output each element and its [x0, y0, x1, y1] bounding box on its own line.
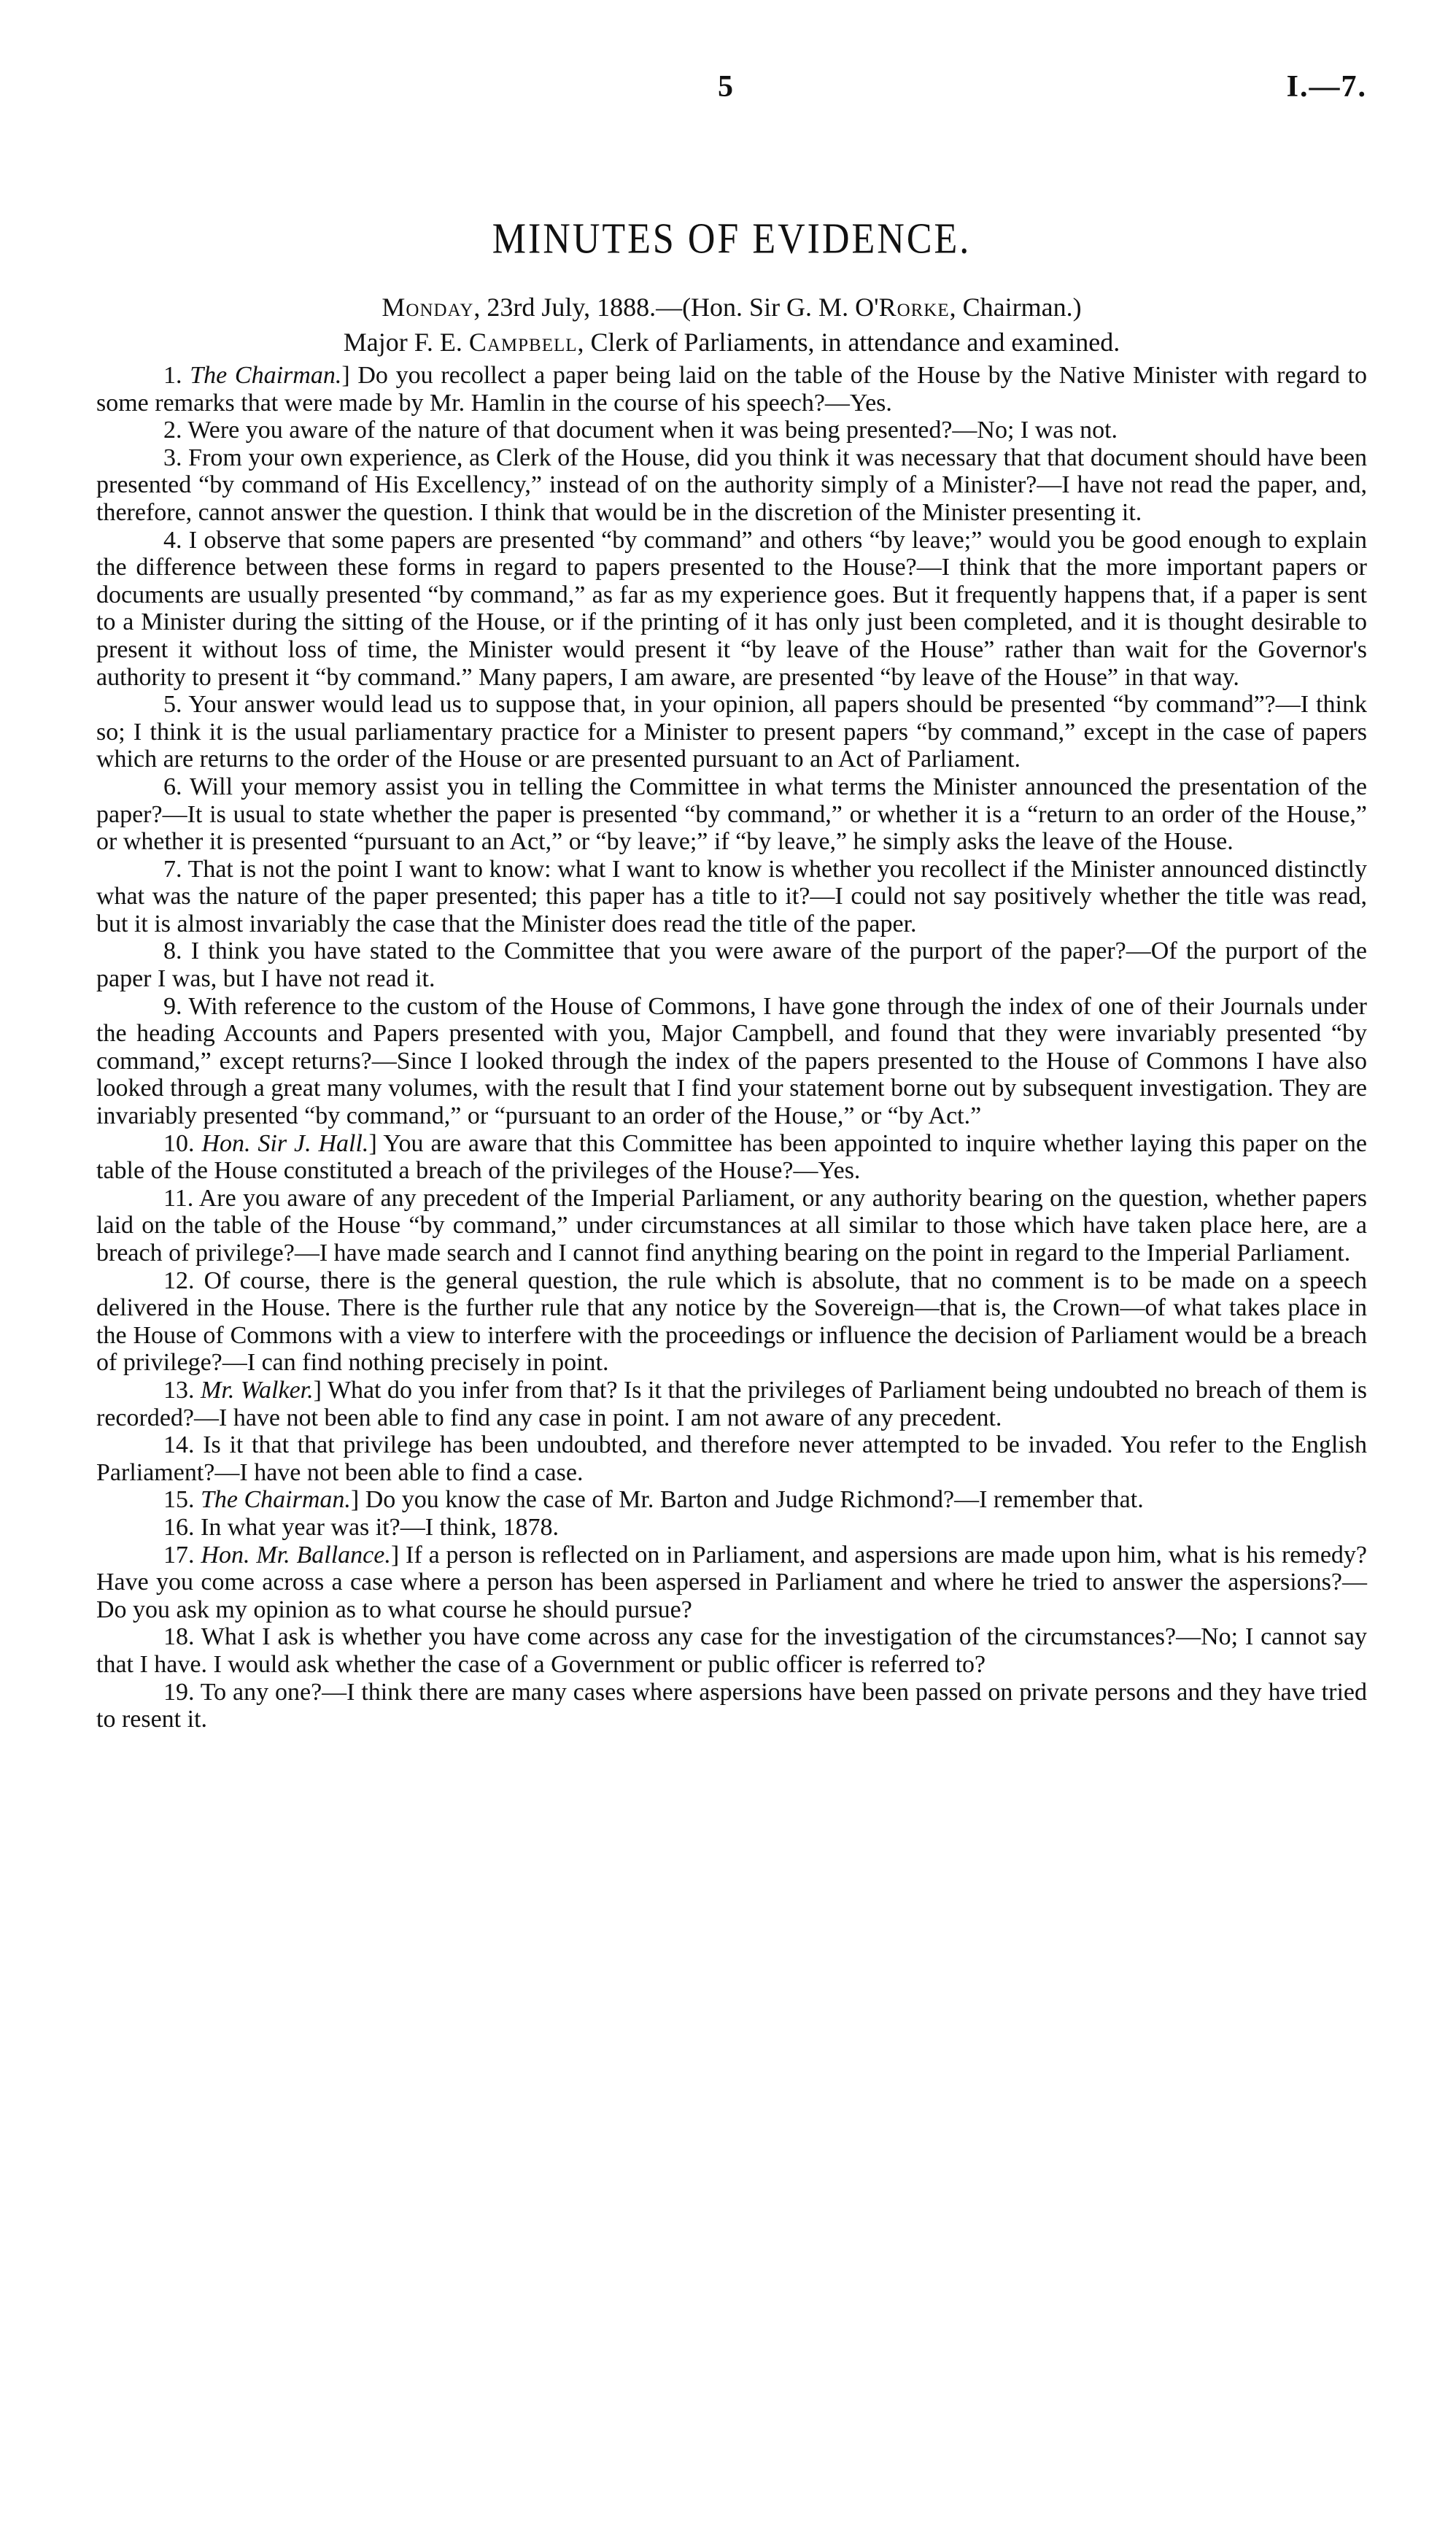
- question-text: ] What do you infer from that? Is it that the privileges of Parliament being undoubted no breach of them is recorded?—I have not been able to find any case in point. I am not aware of any precedent.: [96, 1376, 1368, 1431]
- question-text: Are you aware of any precedent of the Imperial Parliament, or any authority bearing on the question, whether papers laid on the table of the House “by command,” under circumstances at all similar to those which have taken place here, are a breach of privilege?—I have made search and I cannot find anything bearing on the point in regard to the Imperial Parliament.: [96, 1184, 1367, 1267]
- question-paragraph: [96, 1623, 1367, 1678]
- question-paragraph: [96, 1514, 1367, 1542]
- witness-prefix: Major F. E.: [343, 328, 469, 357]
- question-number: 17.: [163, 1541, 195, 1569]
- question-text: ] Do you know the case of Mr. Barton and Judge Richmond?—I remember that.: [350, 1486, 1144, 1514]
- question-number: 16.: [163, 1513, 195, 1541]
- question-number: 6.: [163, 773, 182, 800]
- question-text: That is not the point I want to know: what I want to know is whether you recollect if the Minister announced distinctly what was the nature of the paper presented; this paper has a title to it?—I could not say positively whether the title was read, but it is almost invariably the case that the Minister does read the title of the paper.: [96, 855, 1367, 937]
- evidence-questions: [96, 362, 1367, 1733]
- question-number: 15.: [163, 1486, 195, 1514]
- question-speaker: The Chairman.: [190, 362, 342, 389]
- question-number: 9.: [163, 992, 182, 1020]
- question-number: 7.: [163, 855, 182, 883]
- question-text: From your own experience, as Clerk of the House, did you think it was necessary that that document should have been presented “by command of His Excellency,” instead of on the authority simply of a Minister?—I have not read the paper, and, therefore, cannot answer the question. I think that would be in the discretion of the Minister presenting it.: [96, 444, 1367, 526]
- question-text: I think you have stated to the Committee that you were aware of the purport of the paper?—Of the purport of the paper I was, but I have not read it.: [96, 937, 1368, 993]
- question-paragraph: [96, 773, 1367, 856]
- question-text: Of course, there is the general question, the rule which is absolute, that no comment is to be made on a speech delivered in the House. There is the further rule that any notice by the Sovereign—that is, the Crown—of what takes place in the House of Commons with a view to interfere with the proceedings or influence the decision of Parliament would be a breach of privilege?—I can find nothing precisely in point.: [96, 1267, 1368, 1377]
- question-speaker: The Chairman.: [201, 1486, 351, 1514]
- sitting-day: Monday: [382, 293, 474, 322]
- chair-role: , Chairman.): [949, 293, 1082, 322]
- question-number: 19.: [163, 1678, 195, 1706]
- question-paragraph: [96, 1542, 1367, 1624]
- question-number: 4.: [163, 526, 182, 554]
- question-paragraph: [96, 1486, 1367, 1514]
- question-paragraph: [96, 1185, 1367, 1267]
- witness-name: Campbell: [468, 328, 578, 357]
- question-paragraph: [96, 1377, 1367, 1431]
- question-paragraph: [96, 1431, 1367, 1486]
- question-paragraph: [96, 527, 1367, 692]
- question-number: 13.: [163, 1376, 195, 1404]
- sitting-year: , 1888.—(Hon. Sir G. M. O': [584, 293, 879, 322]
- question-paragraph: [96, 937, 1367, 992]
- question-paragraph: [96, 691, 1367, 773]
- question-number: 11.: [163, 1184, 194, 1212]
- question-text: Will your memory assist you in telling the Committee in what terms the Minister announced the presentation of the paper?—It is usual to state whether the paper is presented “by command,” or whether it is a “return to an order of the House,” or whether it is presented “pursuant to an Act,” or “by leave;” if “by leave,” he simply asks the leave of the House.: [96, 773, 1368, 856]
- question-paragraph: [96, 1267, 1367, 1377]
- question-text: Your answer would lead us to suppose that, in your opinion, all papers should be presented “by command”?—I think so; I think it is the usual parliamentary practice for a Minister to present papers “by command,” except in the case of papers which are returns to the order of the House or are presented pursuant to an Act of Parliament.: [96, 691, 1367, 773]
- question-paragraph: [96, 993, 1367, 1130]
- question-text: I observe that some papers are presented “by command” and others “by leave;” would you be good enough to explain the difference between these forms in regard to papers presented to the House?—I think that the more important papers or documents are usually presented “by command,” as far as my experience goes. But it frequently happens that, if a paper is sent to a Minister during the sitting of the House, or if the printing of it has only just been completed, and it is thought desirable to present it without loss of time, the Minister would present it “by leave of the House” rather than wait for the Governor's authority to present it “by command.” Many papers, I am aware, are presented “by leave of the House” in that way.: [96, 526, 1368, 691]
- question-text: ] If a person is reflected on in Parliament, and aspersions are made upon him, what is his remedy? Have you come across a case where a person has been aspersed in Parliament and where he tried to answer the aspersions?—Do you ask my opinion as to what course he should pursue?: [96, 1541, 1368, 1623]
- witness-suffix: , Clerk of Parliaments, in attendance and examined.: [577, 328, 1120, 357]
- question-speaker: Hon. Sir J. Hall.: [201, 1129, 369, 1157]
- sitting-date: , 23rd July: [473, 293, 584, 322]
- question-text: ] Do you recollect a paper being laid on the table of the House by the Native Minister with regard to some remarks that were made by Mr. Hamlin in the course of his speech?—Yes.: [96, 362, 1367, 417]
- question-number: 12.: [163, 1267, 195, 1294]
- question-paragraph: [96, 1679, 1367, 1733]
- question-text: What I ask is whether you have come across any case for the investigation of the circumstances?—No; I cannot say that I have. I would ask whether the case of a Government or public officer is referred to?: [96, 1623, 1368, 1678]
- page-title: MINUTES OF EVIDENCE.: [492, 214, 972, 263]
- question-paragraph: [96, 1130, 1367, 1185]
- document-page: [96, 0, 1367, 2525]
- document-reference: I.—7.: [1286, 70, 1367, 104]
- question-paragraph: [96, 856, 1367, 938]
- question-text: In what year was it?—I think, 1878.: [201, 1513, 559, 1541]
- question-number: 5.: [163, 691, 182, 719]
- question-number: 3.: [163, 444, 182, 471]
- question-paragraph: [96, 444, 1367, 527]
- question-paragraph: [96, 417, 1367, 444]
- question-number: 14.: [163, 1431, 195, 1459]
- page-number: 5: [718, 70, 733, 104]
- question-text: Is it that that privilege has been undoubted, and therefore never attempted to be invaded. You refer to the English Parliament?—I have not been able to find a case.: [96, 1431, 1368, 1486]
- question-text: With reference to the custom of the House of Commons, I have gone through the index of one of their Journals under the heading Accounts and Papers presented with you, Major Campbell, and found that they were invariably presented “by command,” except returns?—Since I looked through the index of the papers presented to the House of Commons I have also looked through a great many volumes, with the result that I find your statement borne out by subsequent investigation. They are invariably presented “by command,” or “pursuant to an order of the House,” or “by Act.”: [96, 992, 1367, 1130]
- witness-line: [96, 327, 1367, 357]
- question-paragraph: [96, 362, 1367, 417]
- question-number: 8.: [163, 937, 182, 965]
- question-number: 18.: [163, 1623, 195, 1651]
- question-number: 2.: [163, 417, 182, 444]
- question-number: 10.: [163, 1129, 195, 1157]
- chair-name: Rorke: [878, 293, 950, 322]
- running-header: [96, 69, 1367, 113]
- question-speaker: Mr. Walker.: [201, 1376, 314, 1404]
- question-number: 1.: [163, 362, 182, 389]
- question-speaker: Hon. Mr. Ballance.: [201, 1541, 391, 1569]
- sitting-line: [96, 292, 1367, 322]
- question-text: To any one?—I think there are many cases where aspersions have been passed on private persons and they have tried to resent it.: [96, 1678, 1367, 1733]
- question-text: Were you aware of the nature of that document when it was being presented?—No; I was not.: [187, 417, 1118, 444]
- question-text: ] You are aware that this Committee has been appointed to inquire whether laying this paper on the table of the House constituted a breach of the privileges of the House?—Yes.: [96, 1129, 1368, 1185]
